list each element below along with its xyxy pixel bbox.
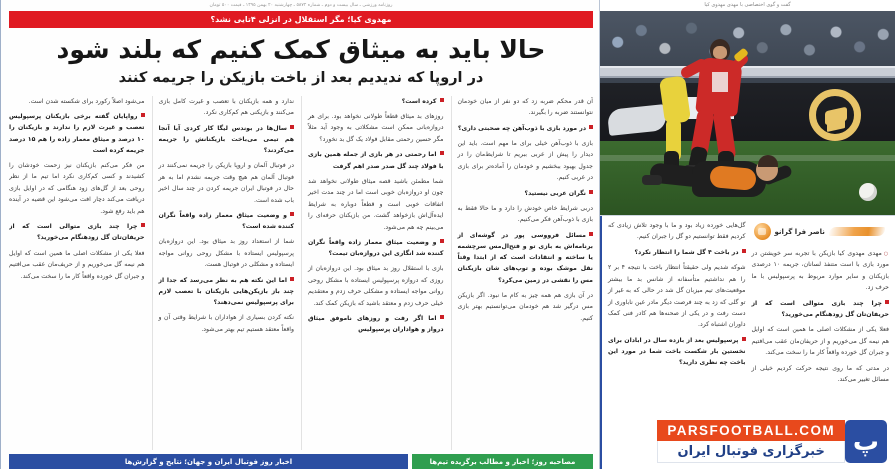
paragraph: دربی شرایط خاص خودش را دارد و ما حالا فقط به بازی با ذوب‌آهن فکر می‌کنیم. [457, 204, 593, 224]
right-panel [599, 0, 895, 469]
ball-icon [754, 223, 771, 240]
paragraph: نکته کردن بسیاری از هواداران با شرایط وقتی آن و واقعاً معتقد هستیم تیم بهتر می‌شود. [158, 314, 294, 333]
author-name: ناصر فرا گرانو [774, 227, 825, 236]
paragraph: شما مطمئن باشید قصه میثاق طولانی نخواهد شد چون او دروازه‌بان خوبی است اما در چند مدت اخیر اتفاقات خوبی است و قطعاً دوباره به شرایط ایده‌آل‌اش بازخواهد گشت. من بازیکنان حرفه‌ای را می‌بینم چه هم می‌شود. [308, 177, 444, 231]
page-title: حالا باید به میثاق کمک کنیم که بلند شود [56, 35, 546, 64]
paragraph: روزهای بد میثاق قطعاً طولانی نخواهد بود. برای هر دروازه‌بانی ممکن است مشکلاتی به وجود آید مثلاً مگر حسین رحمتی مقابل فولاد یک گل بد نخورد؟ [308, 113, 444, 143]
main-masthead-strip: روزنامه ورزشی ـ سال بیست و دوم ـ شماره ۵۸۷۲ ـ چهارشنبه ۲۰ بهمن ۱۳۹۵ ـ قیمت ۵۰۰ تومان [209, 3, 393, 8]
paragraph: در فوتبال آلمان و اروپا بازیکن را جریمه نمی‌کنند در فوتبال آلمان هم هیچ وقت جریمه نشدم اما به هر حال در فوتبال ایران جریمه کردن در چند سال اخیر باب شده است. [158, 162, 294, 204]
bottom-bars [3, 450, 599, 469]
green-section-bar: مصاحبه روز؛ اخبار و مطالب برگزیده تیم‌ها [412, 454, 593, 469]
paragraph: آن قدر محکم ضربه زد که دو نفر از میان خودمان نتوانستند ضربه را بگیرند. [457, 97, 593, 117]
sidebar-lead-paragraph: ○ مهدی مهدوی کیا بازیکن با تجربه سر خویشتن در مورد بازی با است متنفذ لسانان، جریمه ۱۰ درصدی بازیکنان و سایر موارد مربوط به پرسپولیس با ما حرف زد. [752, 248, 890, 294]
match-photo [600, 11, 895, 216]
parsfootball-logo-icon: پ [845, 420, 887, 463]
question: نگران عربی نیستید؟ [458, 188, 594, 199]
question: در مورد بازی با ذوب‌آهن چه صحبتی داری؟ [458, 123, 594, 134]
question: رواپایان گفته برخی بازیکنان پرسپولیس تعصب و غیرت لازم را ندارند و بازیکنان را ۱۰ درصد و میثاق معمار زاده را هم ۱۵ درصد جریمه کرده است [9, 111, 145, 156]
paragraph: در آن بازی هم همه چیز به کام ما نبود. اگر بازیکن مس درگیر شد هم خودمان می‌توانستیم بهتر بازی کنیم. [457, 291, 593, 322]
football-icon [859, 183, 877, 201]
question: و وضعیت میثاق معمار زاده واقعاً نگران کننده شده است؟ [159, 210, 295, 232]
question: اما اگر رفت و روزهای ناموفق میثاق درواز و هواداران پرسپولیس [308, 313, 444, 335]
question: اما این نکته هم به نظر می‌رسد که جدا از چند باز بازیکن‌هایی بازیکنان با تعصب لازم برای پرسپولیس نمی‌دهند؟ [159, 275, 295, 308]
photo-barrier [600, 66, 895, 78]
sidebar-question-3: پرسپولیس بعد از بازده سال در ابادان برای نخستین بار شکست باخت شما در مورد این باخت چه نظری دارید؟ [608, 335, 746, 368]
red-banner-kicker: مهدوی کیا؛ مگر استقلال در انزلی ۴تایی نشد؟ [9, 11, 593, 28]
right-masthead-strip: گفت و گوی اختصاصی با مهدی مهدوی کیا [600, 0, 895, 11]
watermark-texts [657, 420, 845, 463]
article-column-3 [152, 96, 295, 450]
player-red [686, 39, 746, 169]
sidebar-answer-cont: در مدتی که ما روی نتیجه حرکت کردیم خیلی از مسائل تغییر می‌کند. [751, 364, 889, 384]
byline-swoosh [829, 227, 885, 236]
player-goalkeeper [646, 153, 796, 211]
photo-advert-board [600, 83, 895, 145]
sidebar-answer: فعلا یکی از مشکلات اصلی ما همین است که اوایل هم نیمه گل می‌خوریم و از حریفان‌مان عقب می‌افتیم و جبران گل خورده واقعاً کار ما را سخت می‌کند. [751, 326, 889, 357]
paragraph: فعلا یکی از مشکلات اصلی ما همین است که اوایل هم نیمه گل می‌خوریم و از حریف‌مان عقب می‌افتیم و جبران گل خورده واقعاً کار ما را سخت می‌کند. [9, 249, 145, 280]
sidebar-question: چرا چند بازی متوالی است که از حریفان‌تان گل زودهنگام می‌خورید؟ [752, 298, 890, 320]
paragraph: بازی با ذوب‌آهن خیلی برای ما مهم است. باید این دیدار را پیش از عربی ببریم تا شرایط‌مان را در جدول بهبود ببخشیم و خودمان را آماده‌تر برای بازی در عربی کنیم. [457, 139, 593, 182]
article-columns [3, 94, 599, 450]
sidebar-paragraph: گل‌هایی خورده زیاد بود و ما با وجود تلاش زیادی که کردیم فقط توانستیم دو گل را جبران کنیم. [608, 222, 746, 241]
question: سال‌ها در بوندس لیگا کار کردی آیا آنجا هم تیمی می‌باخت بازیکنانش را جریمه می‌کردند؟ [159, 123, 295, 156]
question: مسائل فرووسی پور در گوشه‌ای از برنامه‌اش به بازی تو و فتح‌ال‌مس سرچشمه یا ساخته و انتقادات است که از ابتدا وقتاً نقل موشک بوده و توپ‌های شان بازیکنان مس را نقشی در زمین می‌کرد؟ [458, 230, 594, 286]
question: اما رحمتی در هر بازی از جمله همین بازی با فولاد چند گل صدر صدر اهم گرفت [308, 149, 444, 171]
sidebar-answer-2: شوکه شدیم ولی حقیقتاً انتظار باخت با نتیجه ۴ بر ۲ را هم نداشتیم متأسفانه از شانس بد ما بیشتر موقعیت‌های تیم میزبان گل شد در حالی که به غیر از تو گلی که زد به چند فرصت دیگر مادر عین ناباوری از دست رفت و در یکی از صحنه‌ها هم کادر فنی کمک داوران اشتباه کرد. [608, 264, 746, 329]
page-subtitle: در اروپا که ندیدیم بعد از باخت بازیکن را جریمه کنند [118, 70, 484, 86]
question: و وضعیت میثاق معمار زاده واقعاً نگران کننده شد انگاری این دروازه‌بان تیمت؟ [308, 237, 444, 259]
sponsor-logo-icon [809, 89, 861, 141]
article-column-1 [451, 96, 594, 450]
paragraph: می‌شود اصلاً رکورد برای شکسته شدن است. [28, 97, 145, 105]
blue-section-bar: اخبار روز فوتبال ایران و جهان؛ نتایج و گزارش‌ها [9, 454, 408, 469]
question: کرده است؟ [308, 96, 444, 107]
article-column-2 [301, 96, 444, 450]
paragraph: من فکر می‌کنم بازیکنان نیز زحمت خودشان را کشیدند و کسی کم‌کاری نکرد اما تیم ما از نظر روحی بعد از گل‌های زود هنگامی که در اوایل بازی دریافت می‌کند دچار افت می‌شود این قضیه در آینده هم باید رفع شود. [9, 161, 145, 215]
paragraph: شما از استعداد روز بد میثاق بود. این دروازه‌بان پرسپولیس ایستاده با مشکل روحی روانی مواجه ایستاده و مشکلی در فوتبال هست. [158, 238, 294, 269]
author-byline [752, 220, 890, 245]
watermark-tagline: خبرگزاری فوتبال ایران [657, 441, 845, 463]
parsfootball-watermark [657, 420, 887, 463]
watermark-site-url: PARSFOOTBALL.COM [657, 420, 845, 441]
paragraph: بازی با استقلال روز بد میثاق بود. این دروازه‌بان از روزی که دروازه پرسپولیس ایستاده با مشکل روحی روانی مواجه ایستاده و مشکلی حرف زدم و معتقدیم خیلی حرف زدم و معتقد باشید که بازیکن کمک کند. [308, 265, 444, 307]
article-column-4 [9, 96, 145, 450]
question: چرا چند بازی متوالی است که از حریفان‌تان گل زودهنگام می‌خورید؟ [9, 221, 145, 243]
sidebar-question-2: در باخت ۴ گل شما را انتظار نکرد؟ [608, 247, 746, 258]
paragraph: ندارد و همه بازیکنان با تعصب و غیرت کامل بازی می‌کنند و بازیکنی هم کم‌کاری نکرد. [158, 97, 294, 117]
